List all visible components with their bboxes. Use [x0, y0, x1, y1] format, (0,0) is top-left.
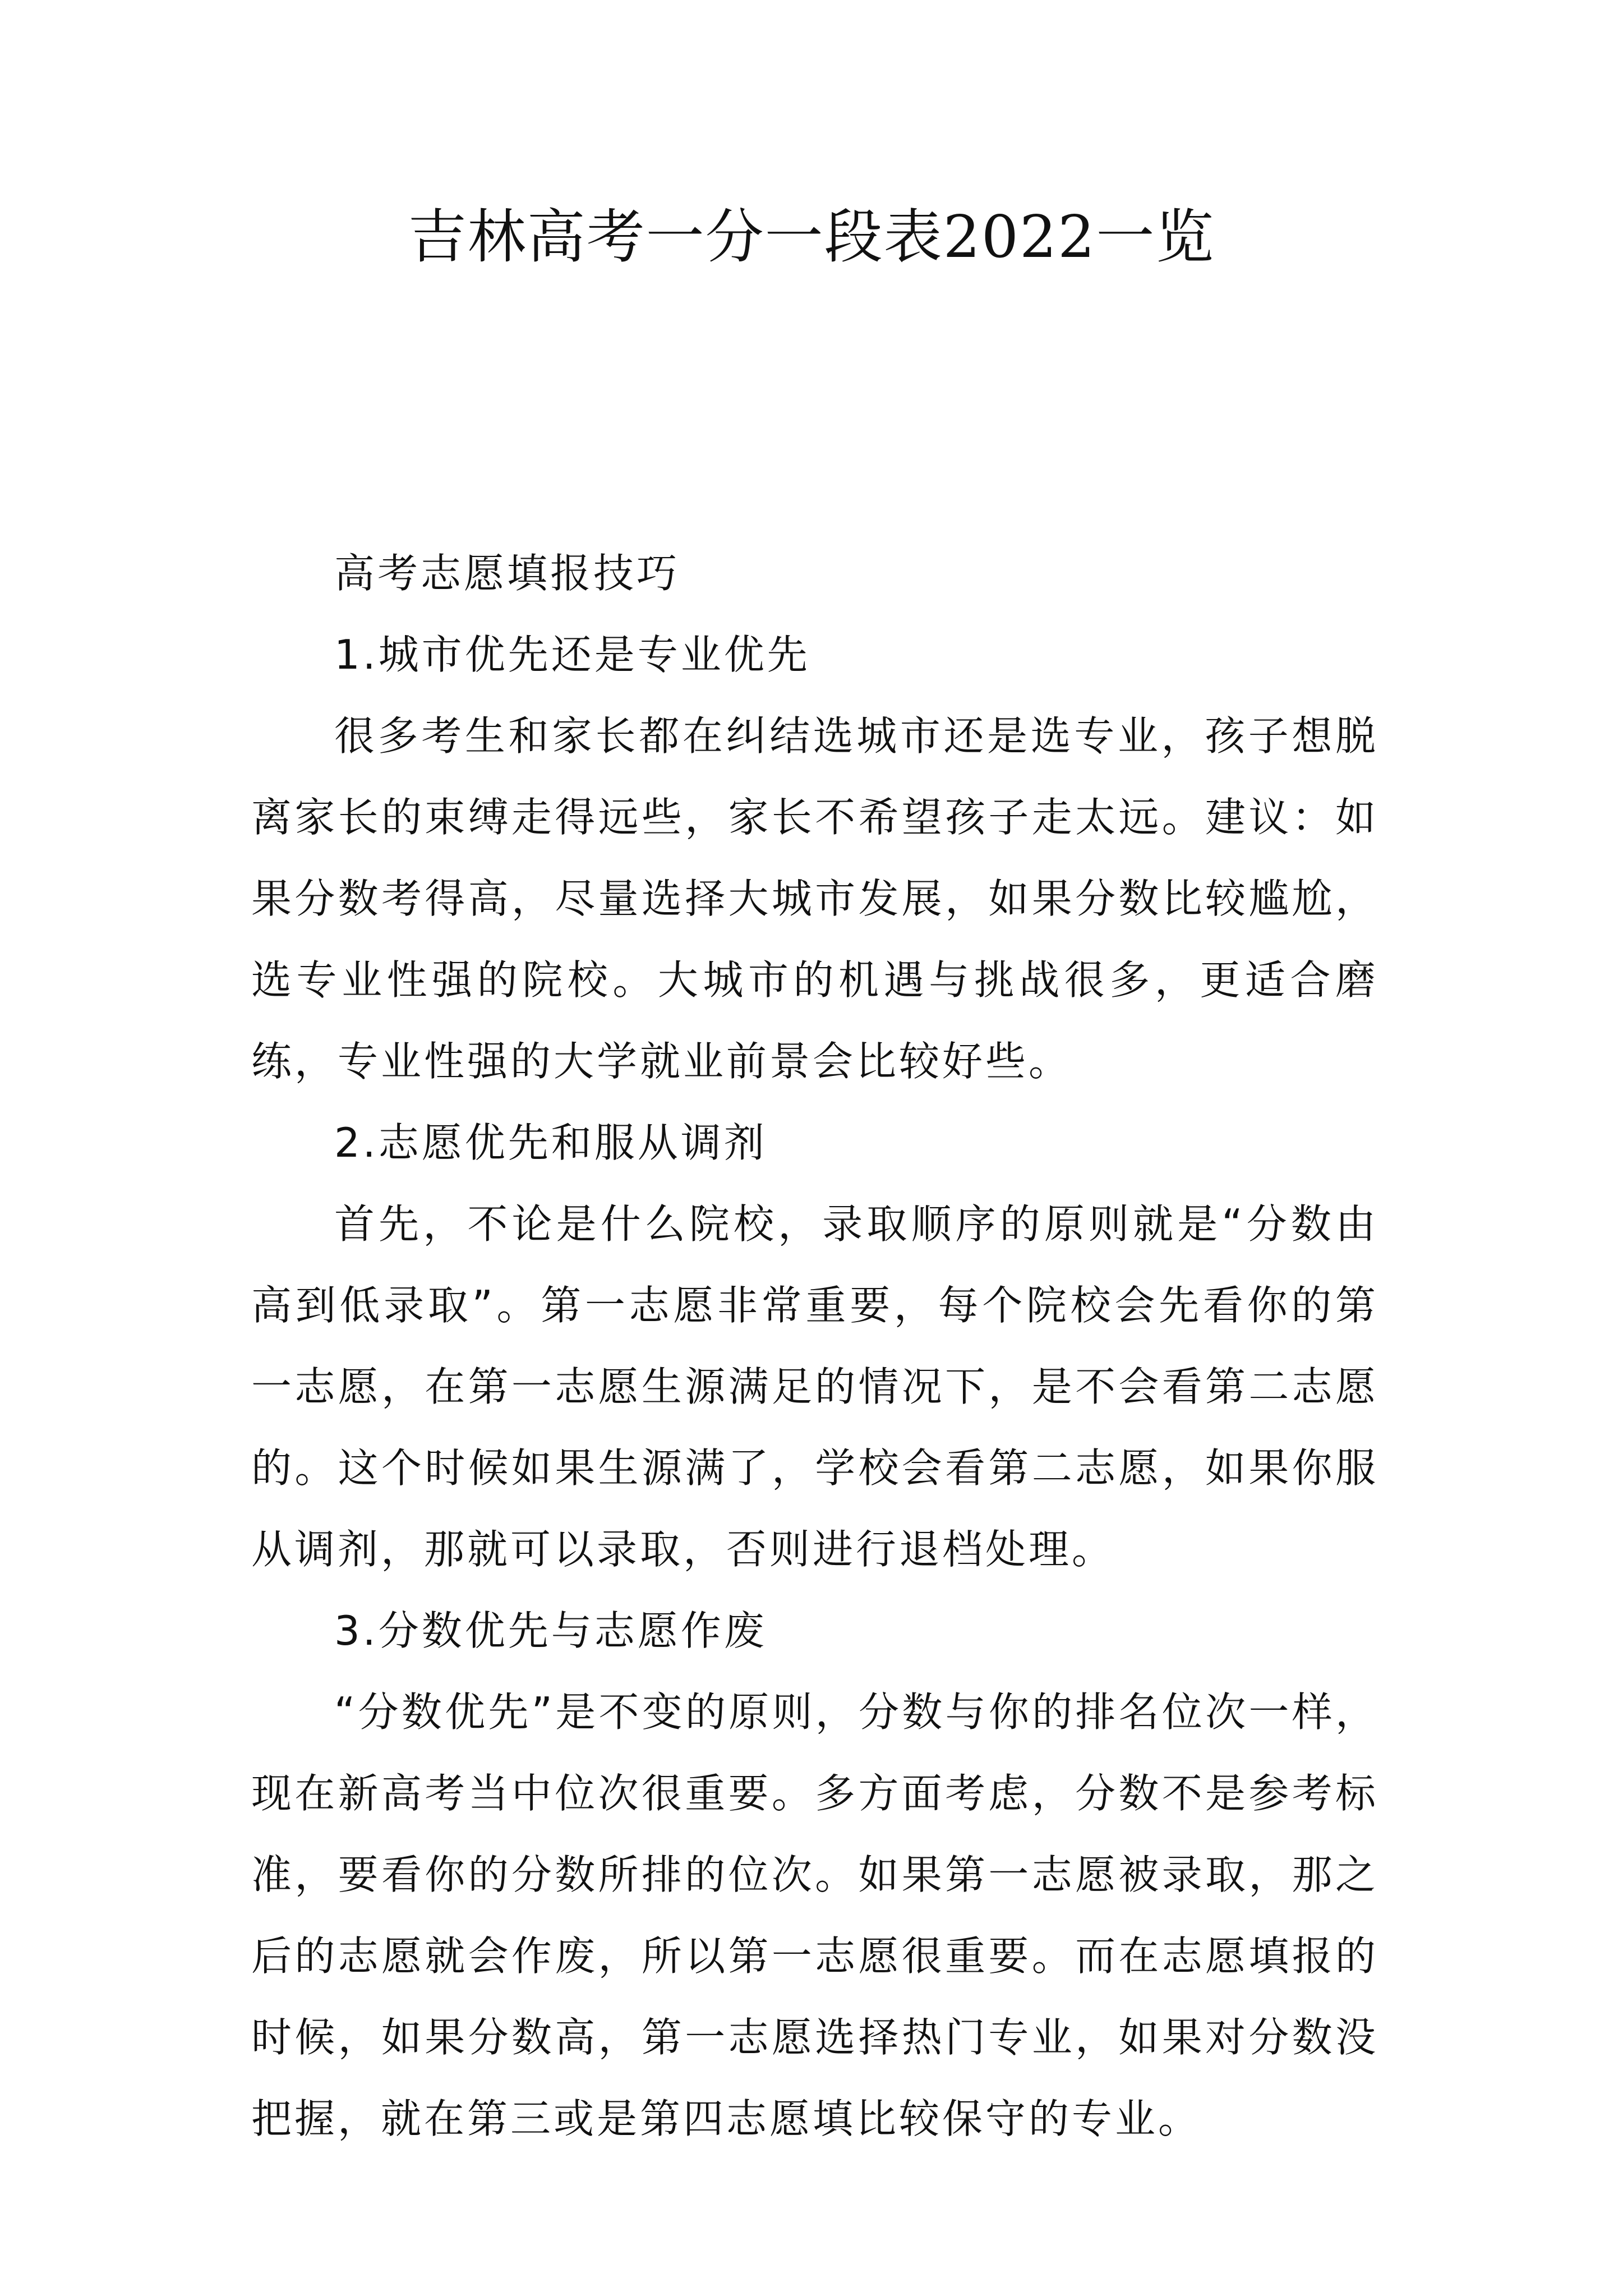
section-paragraph-3: “分数优先”是不变的原则，分数与你的排名位次一样，现在新高考当中位次很重要。多方面考虑，分数不是参考标准，要看你的分数所排的位次。如果第一志愿被录取，那之后的志愿就会作废，所以第一志愿很重要。而在志愿填报的时候，如果分数高，第一志愿选择热门专业，如果对分数没把握，就在第三或是第四志愿填比较保守的专业。 [251, 1688, 1378, 2142]
document-title: 吉林高考一分一段表2022一览 [408, 203, 1215, 271]
section-heading-2: 2.志愿优先和服从调剂 [334, 1119, 767, 1166]
section-paragraph-1: 很多考生和家长都在纠结选城市还是选专业，孩子想脱离家长的束缚走得远些，家长不希望孩子走太远。建议：如果分数考得高，尽量选择大城市发展，如果分数比较尴尬，选专业性强的院校。大城市的机遇与挑战很多，更适合磨练，专业性强的大学就业前景会比较好些。 [251, 712, 1378, 1085]
section-heading-1: 1.城市优先还是专业优先 [334, 631, 810, 678]
intro-heading: 高考志愿填报技巧 [334, 550, 680, 597]
section-heading-3: 3.分数优先与志愿作废 [334, 1607, 767, 1654]
section-paragraph-2: 首先，不论是什么院校，录取顺序的原则就是“分数由高到低录取”。第一志愿非常重要，每个院校会先看你的第一志愿，在第一志愿生源满足的情况下，是不会看第二志愿的。这个时候如果生源满了，学校会看第二志愿，如果你服从调剂，那就可以录取，否则进行退档处理。 [251, 1200, 1378, 1573]
document-body [251, 533, 1378, 2160]
